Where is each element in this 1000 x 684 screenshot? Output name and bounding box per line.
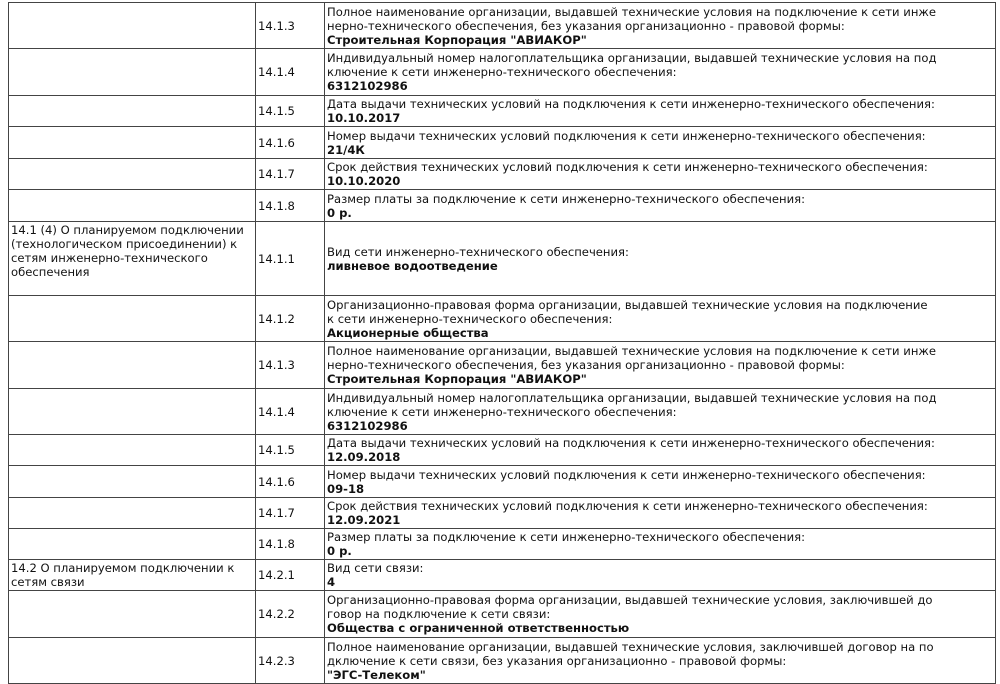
field-label: нерно-технического обеспечения, без указания организационно - правовой формы:: [327, 18, 845, 33]
field-value: ливневое водоотведение: [327, 258, 498, 273]
table-row: [9, 560, 996, 591]
table-row: [9, 96, 996, 127]
table-row: [9, 342, 996, 389]
field-label: к сети инженерно-технического обеспечения:: [327, 311, 613, 326]
table-row: [9, 49, 996, 96]
item-number: 14.1.3: [256, 3, 325, 49]
item-content: [325, 127, 996, 159]
item-number: 14.1.4: [256, 389, 325, 435]
section-title: 14.1 (4) О планируемом подключении (технологическом присоединении) к сетям инженерно-технического обеспечения: [11, 223, 244, 279]
field-label: Срок действия технических условий подключения к сети инженерно-технического обеспечения:: [327, 160, 928, 174]
field-label: ключение к сети инженерно-технического обеспечения:: [327, 65, 677, 79]
field-value: 0 р.: [327, 205, 352, 220]
item-number: 14.2.2: [256, 591, 325, 638]
field-label: Вид сети связи:: [327, 561, 424, 575]
item-content: [325, 222, 996, 296]
table-row: [9, 127, 996, 159]
field-label: ключение к сети инженерно-технического обеспечения:: [327, 404, 677, 419]
field-label: Размер платы за подключение к сети инженерно-технического обеспечения:: [327, 530, 806, 544]
item-number: 14.2.1: [256, 560, 325, 591]
table-body: [9, 3, 996, 684]
item-content: [325, 591, 996, 638]
item-content: [325, 342, 996, 389]
item-number: 14.1.8: [256, 529, 325, 560]
section-cell: [9, 498, 256, 529]
section-cell: [9, 296, 256, 342]
item-number: 14.1.2: [256, 296, 325, 342]
table-row: [9, 529, 996, 560]
field-label: Индивидуальный номер налогоплательщика организации, выдавшей технические условия на под: [327, 390, 937, 405]
item-content: [325, 190, 996, 222]
section-cell: [9, 159, 256, 190]
field-label: Организационно-правовая форма организации, выдавшей технические условия, заключившей до: [327, 593, 933, 607]
table-row: [9, 389, 996, 435]
field-value: "ЭГС-Телеком": [327, 667, 426, 682]
field-label: Дата выдачи технических условий на подключения к сети инженерно-технического обеспечения:: [327, 97, 935, 111]
item-content: [325, 296, 996, 342]
item-number: 14.1.3: [256, 342, 325, 389]
item-content: [325, 638, 996, 684]
item-content: [325, 529, 996, 560]
field-label: Организационно-правовая форма организации, выдавшей технические условия на подключение: [327, 297, 928, 312]
table-row: [9, 159, 996, 190]
table-row: [9, 638, 996, 684]
section-cell: [9, 466, 256, 498]
field-value: 10.10.2017: [327, 111, 401, 125]
field-label: Вид сети инженерно-технического обеспечения:: [327, 244, 629, 259]
item-content: [325, 389, 996, 435]
item-number: 14.1.5: [256, 96, 325, 127]
table-row: [9, 222, 996, 296]
field-value: 6312102986: [327, 79, 408, 93]
specification-table: [8, 2, 996, 684]
field-value: 10.10.2020: [327, 174, 401, 188]
field-value: 09-18: [327, 481, 365, 496]
item-number: 14.1.6: [256, 466, 325, 498]
field-label: Полное наименование организации, выдавшей технические условия, заключившей договор на по: [327, 639, 934, 654]
field-label: Срок действия технических условий подключения к сети инженерно-технического обеспечения:: [327, 499, 928, 513]
field-value: Общества с ограниченной ответственностью: [327, 621, 630, 635]
item-content: [325, 49, 996, 96]
section-cell: [9, 435, 256, 466]
field-value: 12.09.2021: [327, 513, 401, 527]
item-content: [325, 560, 996, 591]
item-content: [325, 498, 996, 529]
item-number: 14.2.3: [256, 638, 325, 684]
field-label: Размер платы за подключение к сети инженерно-технического обеспечения:: [327, 191, 806, 206]
field-label: говор на подключение к сети связи:: [327, 607, 551, 621]
field-value: 12.09.2018: [327, 450, 401, 464]
table-row: [9, 591, 996, 638]
item-content: [325, 3, 996, 49]
section-title: 14.2 О планируемом подключении к сетям связи: [11, 561, 235, 589]
item-number: 14.1.5: [256, 435, 325, 466]
section-cell: [9, 49, 256, 96]
item-number: 14.1.7: [256, 498, 325, 529]
section-cell: [9, 560, 256, 591]
item-number: 14.1.7: [256, 159, 325, 190]
table-row: [9, 190, 996, 222]
item-content: [325, 435, 996, 466]
item-number: 14.1.8: [256, 190, 325, 222]
table-row: [9, 435, 996, 466]
field-label: Номер выдачи технических условий подключения к сети инженерно-технического обеспечения:: [327, 128, 926, 143]
section-cell: [9, 222, 256, 296]
item-number: 14.1.4: [256, 49, 325, 96]
item-number: 14.1.1: [256, 222, 325, 296]
item-content: [325, 159, 996, 190]
field-label: Дата выдачи технических условий на подключения к сети инженерно-технического обеспечения:: [327, 436, 935, 450]
field-label: Индивидуальный номер налогоплательщика организации, выдавшей технические условия на под: [327, 51, 937, 65]
table-row: [9, 498, 996, 529]
section-cell: [9, 389, 256, 435]
section-cell: [9, 529, 256, 560]
field-label: дключение к сети связи, без указания организационно - правовой формы:: [327, 653, 787, 668]
item-content: [325, 96, 996, 127]
section-cell: [9, 127, 256, 159]
field-value: Акционерные общества: [327, 325, 489, 340]
table-row: [9, 296, 996, 342]
field-value: Строительная Корпорация "АВИАКОР": [327, 32, 587, 47]
section-cell: [9, 190, 256, 222]
section-cell: [9, 3, 256, 49]
section-cell: [9, 96, 256, 127]
field-label: Полное наименование организации, выдавшей технические условия на подключение к сети инже: [327, 344, 936, 358]
field-value: Строительная Корпорация "АВИАКОР": [327, 372, 587, 386]
section-cell: [9, 591, 256, 638]
table-row: [9, 3, 996, 49]
field-value: 6312102986: [327, 418, 408, 433]
field-label: Полное наименование организации, выдавшей технические условия на подключение к сети инже: [327, 4, 936, 19]
field-value: 4: [327, 575, 336, 589]
field-label: нерно-технического обеспечения, без указания организационно - правовой формы:: [327, 358, 845, 372]
field-value: 0 р.: [327, 544, 352, 558]
field-label: Номер выдачи технических условий подключения к сети инженерно-технического обеспечения:: [327, 467, 926, 482]
section-cell: [9, 342, 256, 389]
table-row: [9, 466, 996, 498]
section-cell: [9, 638, 256, 684]
field-value: 21/4К: [327, 142, 365, 157]
item-content: [325, 466, 996, 498]
item-number: 14.1.6: [256, 127, 325, 159]
